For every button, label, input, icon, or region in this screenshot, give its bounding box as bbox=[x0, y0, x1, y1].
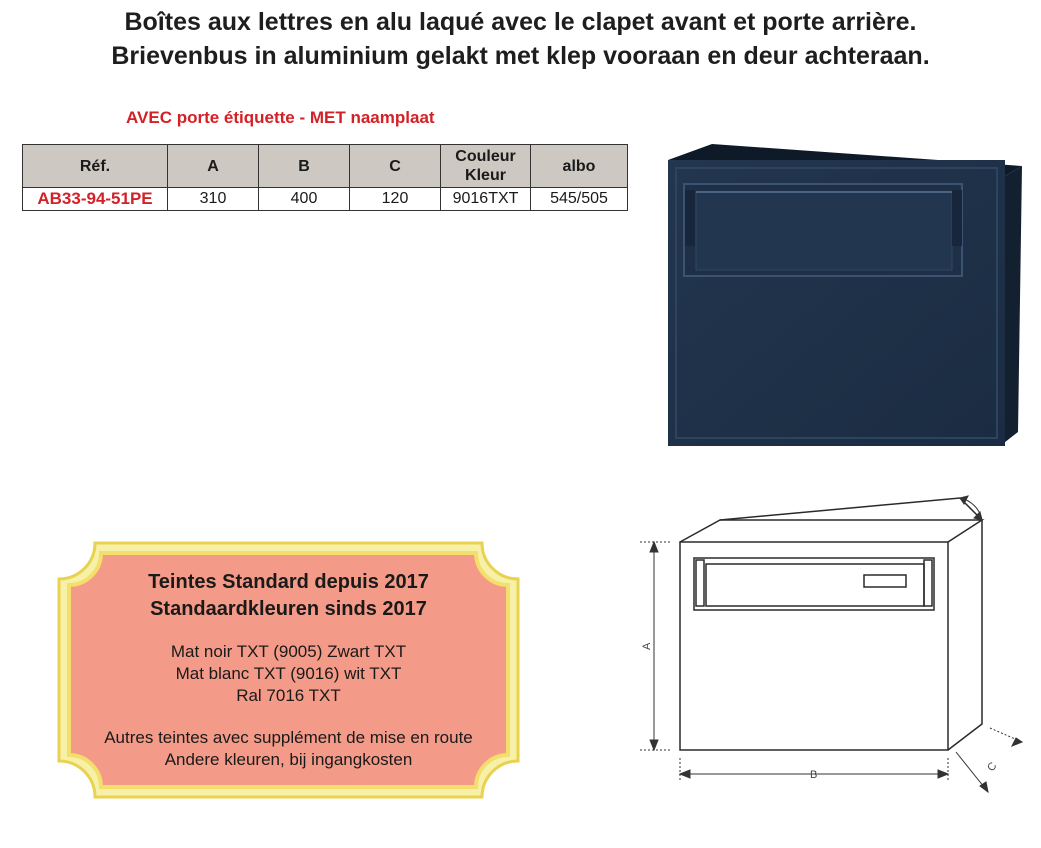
header-b: B bbox=[259, 145, 350, 188]
plaque-title-nl: Standaardkleuren sinds 2017 bbox=[150, 598, 427, 620]
dimension-a-label: A bbox=[641, 642, 653, 650]
mailbox-photo bbox=[660, 140, 1025, 452]
title-line-2: Brievenbus in aluminium gelakt met klep vooraan en deur achteraan. bbox=[111, 42, 930, 70]
plaque-note-nl: Andere kleuren, bij ingangkosten bbox=[164, 750, 413, 769]
cell-b: 400 bbox=[259, 188, 350, 211]
header-kleur: Kleur bbox=[465, 167, 506, 184]
cell-c: 120 bbox=[350, 188, 441, 211]
header-c: C bbox=[350, 145, 441, 188]
color-item: Ral 7016 TXT bbox=[236, 686, 341, 705]
title-line-1: Boîtes aux lettres en alu laqué avec le clapet avant et porte arrière. bbox=[124, 8, 917, 36]
subtitle: AVEC porte étiquette - MET naamplaat bbox=[126, 108, 435, 127]
dimension-b-label: B bbox=[810, 769, 818, 781]
header-albo: albo bbox=[531, 145, 628, 188]
plaque-note-fr: Autres teintes avec supplément de mise en route bbox=[104, 728, 473, 747]
plaque-content bbox=[55, 539, 522, 771]
cell-albo: 545/505 bbox=[531, 188, 628, 211]
cell-a: 310 bbox=[168, 188, 259, 211]
header-a: A bbox=[168, 145, 259, 188]
mailbox-technical-drawing bbox=[630, 490, 1040, 820]
table-row bbox=[23, 188, 628, 211]
dimension-c-label: C bbox=[985, 760, 1000, 774]
header-ref: Réf. bbox=[23, 145, 168, 188]
table-header-row bbox=[23, 145, 628, 188]
header-couleur: Couleur bbox=[455, 148, 516, 165]
color-item: Mat blanc TXT (9016) wit TXT bbox=[175, 664, 402, 683]
cell-color: 9016TXT bbox=[441, 188, 531, 211]
color-item: Mat noir TXT (9005) Zwart TXT bbox=[170, 642, 407, 661]
cell-ref: AB33-94-51PE bbox=[23, 188, 168, 211]
plaque-title-fr: Teintes Standard depuis 2017 bbox=[148, 571, 429, 593]
spec-table bbox=[22, 144, 628, 211]
header-color bbox=[441, 145, 531, 188]
